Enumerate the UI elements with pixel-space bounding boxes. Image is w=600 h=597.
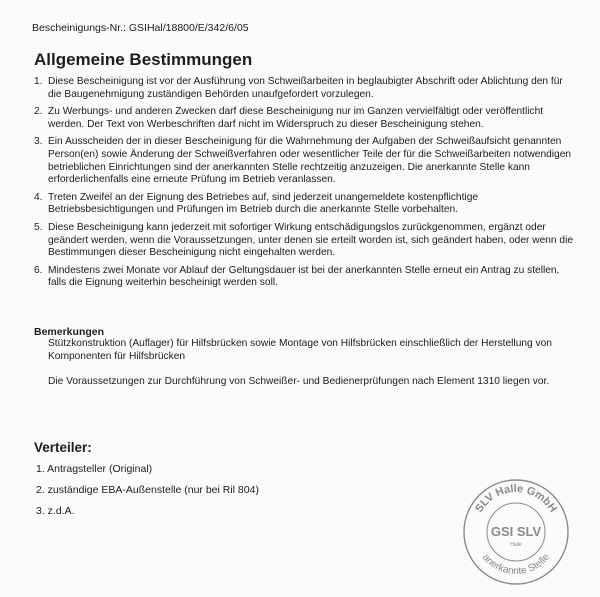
distribution-item: 3. z.d.A. — [36, 505, 75, 517]
distribution-item: 2. zuständige EBA-Außenstelle (nur bei Ril 804) — [36, 484, 259, 496]
official-stamp — [462, 478, 570, 586]
stamp-bottom-text: anerkannte Stelle — [480, 552, 552, 578]
provision-item: 6. Mindestens zwei Monate vor Ablauf der Geltungsdauer ist bei der anerkannten Stelle erneut ein Antrag zu stellen, falls die Eignung weiterhin bescheinigt werden soll. — [34, 264, 560, 289]
provision-item: 1. Diese Bescheinigung ist vor der Ausführung von Schweißarbeiten in beglaubigter Abschrift oder Ablichtung den für die Baugenehmigung zuständigen Behörden unaufgefordert vorzulegen. — [34, 76, 563, 100]
remarks-paragraph: Stützkonstruktion (Auflager) für Hilfsbrücken sowie Montage von Hilfsbrücken einschließlich der Herstellung von Komponenten für Hilfsbrücken — [48, 338, 552, 362]
provision-item: 2. Zu Werbungs- und anderen Zwecken darf diese Bescheinigung nur im Ganzen vervielfältigt oder veröffentlicht werden. Der Text von Werbeschriften darf nicht im Widerspruch zu dieser Bescheinigung stehen. — [34, 106, 544, 130]
remarks-heading: Bemerkungen — [34, 326, 105, 338]
certificate-number: Bescheinigungs-Nr.: GSIHal/18800/E/342/6/05 — [32, 22, 249, 34]
distribution-list — [36, 463, 259, 526]
distribution-heading: Verteiler: — [34, 440, 92, 455]
provision-item: 3. Ein Ausscheiden der in dieser Bescheinigung für die Wahrnehmung der Aufgaben der Schweißaufsicht genannten Person(en) sowie Änderung der Schweißverfahren oder wesentlicher Teile der für die Schweißarbeiten notwendigen betrieblichen Einrichtungen sind der anerkannten Stelle rechtzeitig anzuzeigen. Die anerkannte Stelle kann erforderlichenfalls eine erneute Prüfung im Betrieb veranlassen. — [34, 136, 572, 186]
general-provisions-list — [34, 76, 574, 295]
provision-item: 5. Diese Bescheinigung kann jederzeit mit sofortiger Wirkung entschädigungslos zurückgenommen, ergänzt oder geändert werden, wenn die Voraussetzungen, unter denen sie erteilt worden ist, sich geändert haben, oder wenn die Bestimmungen dieser Bescheinigung nicht eingehalten werden. — [34, 221, 574, 259]
stamp-center-text: GSI SLV — [490, 524, 542, 539]
stamp-top-text: SLV Halle GmbH — [473, 482, 559, 515]
provision-item: 4. Treten Zweifel an der Eignung des Betriebes auf, sind jederzeit unangemeldete kostenpflichtige Betriebsbesichtigungen und Prüfungen im Betrieb durch die anerkannte Stelle vorbehalten. — [34, 191, 479, 216]
stamp-seal — [462, 478, 570, 586]
remarks-paragraph: Die Voraussetzungen zur Durchführung von Schweißer- und Bedienerprüfungen nach Element 1310 liegen vor. — [48, 376, 550, 388]
distribution-item: 1. Antragsteller (Original) — [36, 463, 153, 475]
remarks-body — [48, 338, 568, 402]
stamp-small-text: Halle — [510, 542, 522, 548]
page-title: Allgemeine Bestimmungen — [34, 50, 253, 69]
